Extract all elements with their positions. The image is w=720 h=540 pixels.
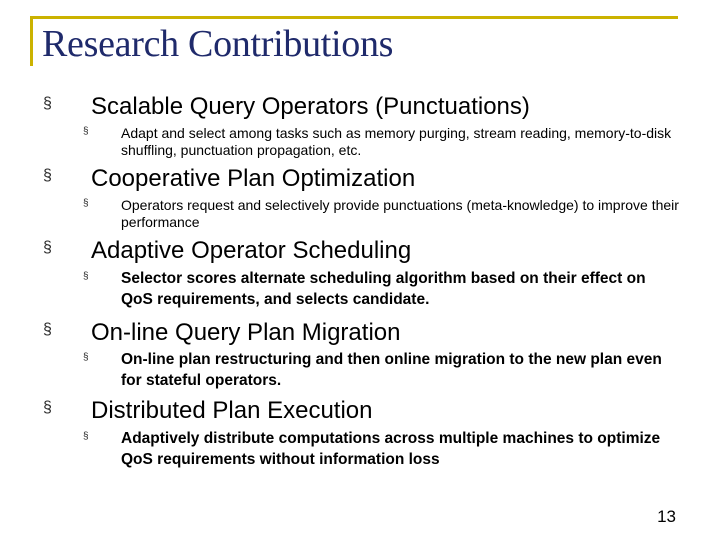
section-heading: On-line Query Plan Migration [91, 319, 401, 346]
slide-title: Research Contributions [42, 23, 394, 65]
page-number: 13 [657, 507, 676, 526]
frame-left-rule [30, 16, 33, 66]
subbullet-icon: § [83, 198, 89, 209]
subbullet-icon: § [83, 126, 89, 137]
frame-top-rule [30, 16, 678, 19]
subsection-text: Operators request and selectively provide punctuations (meta-knowledge) to improve their performance [121, 197, 679, 230]
subbullet-icon: § [83, 352, 89, 363]
subsection-text: Adapt and select among tasks such as memory purging, stream reading, memory-to-disk shuffling, punctuation propagation, etc. [121, 125, 672, 158]
section-bullet-icon: § [43, 239, 52, 256]
subbullet-icon: § [83, 431, 89, 442]
section-bullet-icon: § [43, 399, 52, 416]
subsection-text: On-line plan restructuring and then online migration to the new plan even for stateful operators. [121, 351, 662, 389]
subsection-text: Selector scores alternate scheduling algorithm based on their effect on QoS requirements, and selects candidate. [121, 270, 646, 308]
section-heading: Adaptive Operator Scheduling [91, 237, 412, 264]
section-bullet-icon: § [43, 321, 52, 338]
section-bullet-icon: § [43, 167, 52, 184]
section-heading: Distributed Plan Execution [91, 397, 373, 424]
section-heading: Scalable Query Operators (Punctuations) [91, 93, 530, 120]
section-heading: Cooperative Plan Optimization [91, 165, 416, 192]
subsection-text: Adaptively distribute computations across multiple machines to optimize QoS requirements without information loss [121, 430, 661, 468]
section-bullet-icon: § [43, 95, 52, 112]
subbullet-icon: § [83, 271, 89, 282]
